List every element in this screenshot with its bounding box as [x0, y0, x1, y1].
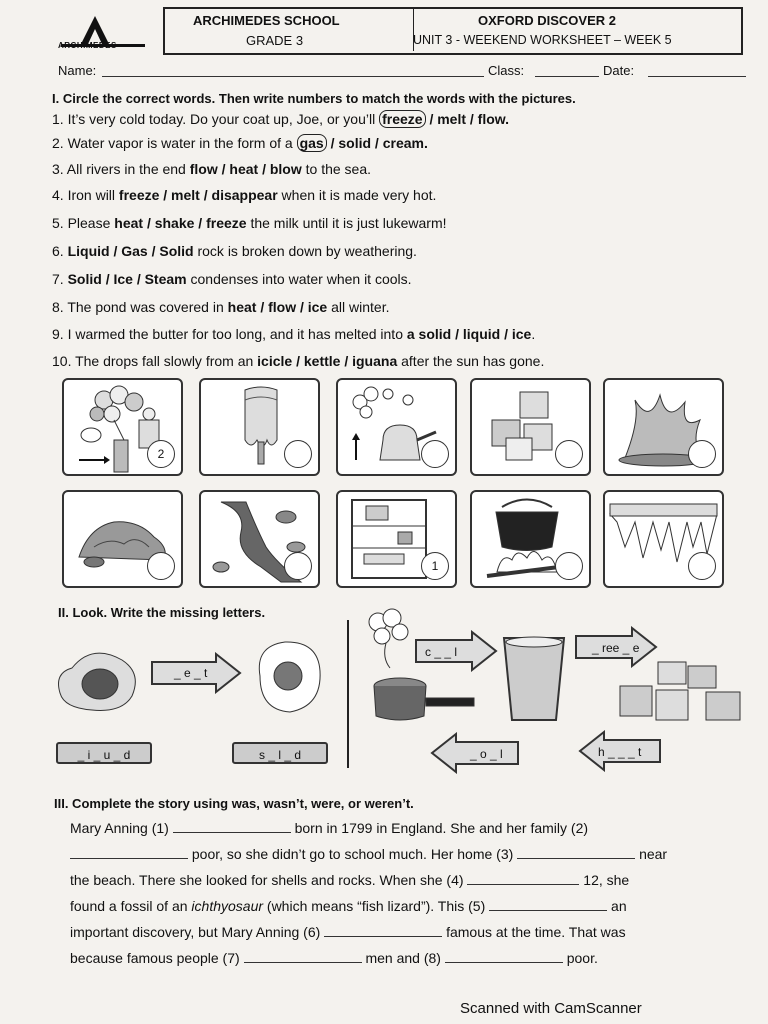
question-7: [52, 271, 412, 287]
word-solid[interactable]: s _ l _ d: [232, 742, 328, 764]
picture-1-number[interactable]: 2: [147, 440, 175, 468]
picture-5-number[interactable]: [688, 440, 716, 468]
question-4: [52, 187, 436, 203]
story-text: 12, she: [583, 872, 630, 888]
picture-1: [62, 378, 183, 476]
q4-text-end: when it is made very hot.: [277, 187, 437, 203]
q3-text: 3. All rivers in the end: [52, 161, 190, 177]
arrow-freeze-label[interactable]: _ ree _ e: [592, 641, 640, 655]
q2-circled-answer[interactable]: gas: [297, 134, 327, 152]
question-1: [52, 111, 509, 127]
q7-options[interactable]: Solid / Ice / Steam: [67, 271, 187, 287]
picture-2: [199, 378, 320, 476]
picture-8: [336, 490, 457, 588]
name-field[interactable]: [102, 76, 484, 77]
q9-text-end: .: [531, 326, 536, 342]
arrow-heat-label[interactable]: h _ _ _ t: [598, 745, 642, 759]
blank-6[interactable]: [324, 936, 442, 937]
question-5: [52, 215, 447, 231]
question-2: [52, 135, 428, 151]
story-line-4: [70, 898, 627, 914]
picture-10-number[interactable]: [688, 552, 716, 580]
question-10: [52, 353, 544, 369]
story-text: important discovery, but Mary Anning (6): [70, 924, 321, 940]
picture-3: [336, 378, 457, 476]
section-2-divider: [347, 620, 349, 768]
q10-options[interactable]: icicle / kettle / iguana: [257, 353, 398, 369]
picture-7-number[interactable]: [284, 552, 312, 580]
picture-5: [603, 378, 724, 476]
question-8: [52, 299, 389, 315]
story-italic-word: ichthyosaur: [191, 898, 264, 914]
glass-of-water-icon: [500, 632, 568, 724]
q2-text: 2. Water vapor is water in the form of a: [52, 135, 297, 151]
story-text: an: [611, 898, 627, 914]
fried-egg-icon: [250, 636, 324, 716]
story-text: poor, so she didn’t go to school much. Her home (3): [191, 846, 514, 862]
q5-text-end: the milk until it is just lukewarm!: [246, 215, 447, 231]
q7-text: 7.: [52, 271, 68, 287]
picture-2-number[interactable]: [284, 440, 312, 468]
q8-text: 8. The pond was covered in: [52, 299, 228, 315]
arrow-cool-label[interactable]: c _ _ l: [425, 645, 458, 659]
picture-4: [470, 378, 591, 476]
story-line-3: [70, 872, 629, 888]
blank-5[interactable]: [489, 910, 607, 911]
arrow-melt-label[interactable]: _ e _ t: [174, 666, 208, 680]
story-line-1: [70, 820, 588, 836]
logo-text: ARCHIMEDES: [58, 41, 117, 50]
blank-7[interactable]: [244, 962, 362, 963]
q6-text-end: rock is broken down by weathering.: [193, 243, 417, 259]
date-label: Date:: [603, 63, 635, 78]
picture-3-number[interactable]: [421, 440, 449, 468]
story-line-2: [70, 846, 667, 862]
ice-block-icon: [616, 660, 746, 724]
story-text: poor.: [566, 950, 598, 966]
picture-8-number[interactable]: 1: [421, 552, 449, 580]
question-3: [52, 161, 371, 177]
story-text: found a fossil of an: [70, 898, 192, 914]
story-text: famous at the time. That was: [446, 924, 626, 940]
class-field[interactable]: [535, 76, 599, 77]
course-title: OXFORD DISCOVER 2: [478, 13, 616, 28]
picture-7: [199, 490, 320, 588]
class-label: Class:: [488, 63, 525, 78]
q5-options[interactable]: heat / shake / freeze: [114, 215, 247, 231]
unit-label: UNIT 3 - WEEKEND WORKSHEET – WEEK 5: [413, 33, 672, 47]
section-3-title: III. Complete the story using was, wasn’t, were, or weren’t.: [54, 796, 414, 811]
q7-text-end: condenses into water when it cools.: [186, 271, 412, 287]
picture-4-number[interactable]: [555, 440, 583, 468]
q1-options[interactable]: / melt / flow.: [425, 111, 510, 127]
picture-6-number[interactable]: [147, 552, 175, 580]
q4-options[interactable]: freeze / melt / disappear: [118, 187, 278, 203]
story-text: because famous people (7): [70, 950, 240, 966]
picture-6: [62, 490, 183, 588]
q3-text-end: to the sea.: [301, 161, 372, 177]
arrow-boil-label[interactable]: _ o _ l: [470, 747, 503, 761]
picture-10: [603, 490, 724, 588]
name-label: Name:: [58, 63, 97, 78]
story-text: near: [639, 846, 668, 862]
q1-circled-answer[interactable]: freeze: [379, 110, 425, 128]
q8-options[interactable]: heat / flow / ice: [227, 299, 328, 315]
grade-label: GRADE 3: [246, 33, 304, 48]
q6-text: 6.: [52, 243, 68, 259]
blank-2[interactable]: [70, 858, 188, 859]
q10-text: 10. The drops fall slowly from an: [52, 353, 258, 369]
story-text: men and (8): [365, 950, 441, 966]
blank-1[interactable]: [173, 832, 291, 833]
story-text: born in 1799 in England. She and her family (2): [294, 820, 589, 836]
q9-text: 9. I warmed the butter for too long, and it has melted into: [52, 326, 407, 342]
scanner-watermark: Scanned with CamScanner: [460, 1000, 642, 1017]
blank-3[interactable]: [517, 858, 635, 859]
story-text: Mary Anning (1): [70, 820, 169, 836]
q3-options[interactable]: flow / heat / blow: [189, 161, 302, 177]
q8-text-end: all winter.: [327, 299, 390, 315]
question-9: [52, 326, 535, 342]
blank-4[interactable]: [467, 884, 579, 885]
picture-9-number[interactable]: [555, 552, 583, 580]
question-6: [52, 243, 417, 259]
picture-9: [470, 490, 591, 588]
story-text: (which means “fish lizard”). This (5): [263, 898, 486, 914]
q4-text: 4. Iron will: [52, 187, 119, 203]
raw-egg-icon: [52, 638, 142, 718]
story-line-6: [70, 950, 598, 966]
blank-8[interactable]: [445, 962, 563, 963]
school-name: ARCHIMEDES SCHOOL: [193, 13, 340, 28]
date-field[interactable]: [648, 76, 746, 77]
story-line-5: [70, 924, 626, 940]
section-2-title: II. Look. Write the missing letters.: [58, 605, 266, 620]
q6-options[interactable]: Liquid / Gas / Solid: [67, 243, 194, 259]
word-liquid[interactable]: _ i _ u _ d: [56, 742, 152, 764]
q2-options[interactable]: / solid / cream.: [326, 135, 428, 151]
section-1-title: I. Circle the correct words. Then write numbers to match the words with the pictures.: [52, 91, 576, 106]
q9-options[interactable]: a solid / liquid / ice: [406, 326, 532, 342]
q10-text-end: after the sun has gone.: [397, 353, 545, 369]
story-text: the beach. There she looked for shells and rocks. When she (4): [70, 872, 464, 888]
q1-text: 1. It’s very cold today. Do your coat up, Joe, or you’ll: [52, 111, 380, 127]
q5-text: 5. Please: [52, 215, 115, 231]
